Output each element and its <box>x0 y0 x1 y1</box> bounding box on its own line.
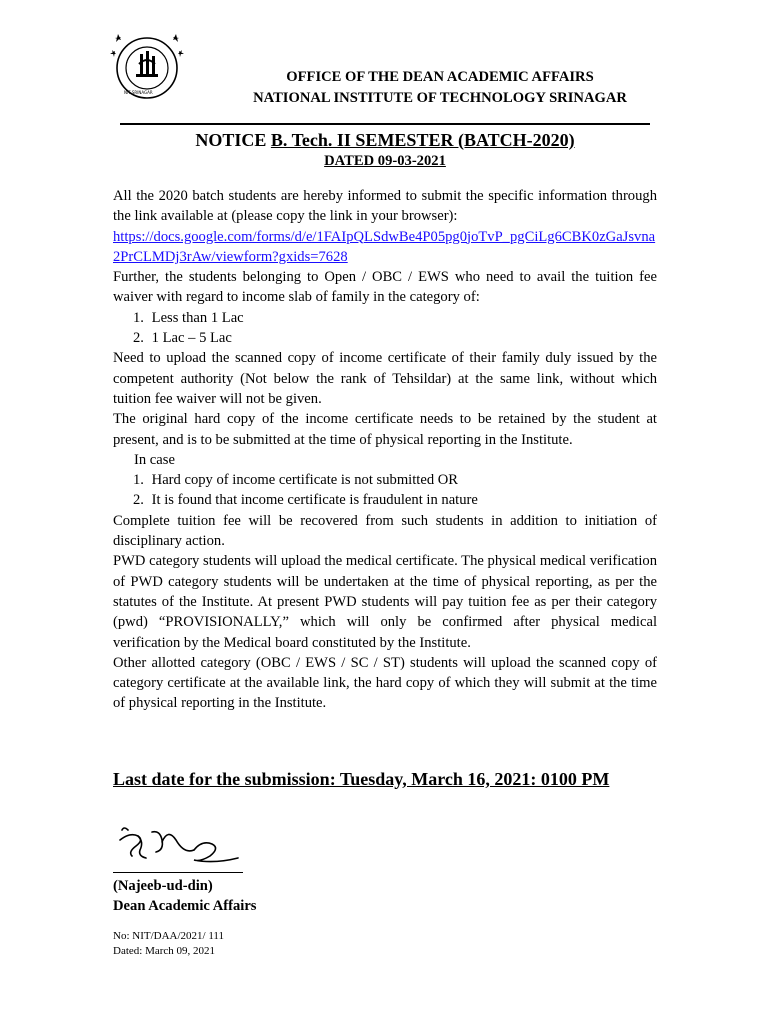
notice-title <box>0 130 770 151</box>
paragraph-recovery: Complete tuition fee will be recovered from such students in addition to initiation of disciplinary action. <box>113 512 657 550</box>
list-item: 2. 1 Lac – 5 Lac <box>133 330 232 347</box>
notice-title-course: B. Tech. II SEMESTER (BATCH-2020) <box>270 130 575 150</box>
reference-number: No: NIT/DAA/2021/ 111 <box>113 930 225 942</box>
list-item: 2. It is found that income certificate is fraudulent in nature <box>133 492 478 509</box>
paragraph-category: Other allotted category (OBC / EWS / SC / ST) students will upload the scanned copy of category certificate at the available link, the hard copy of which they will submit at the time of physical reporting in the Institute. <box>113 654 657 712</box>
paragraph-upload: Need to upload the scanned copy of income certificate of their family duly issued by the competent authority (Not below the rank of Tehsildar) at the same link, without which tuition fee waiver will not be given. <box>113 350 657 407</box>
form-link[interactable]: https://docs.google.com/forms/d/e/1FAIpQLSdwBe4P05pg0joTvP_pgCiLg6CBK0zGaJsvna2PrCLMDj3rAw/viewform?gxids=7628 <box>113 228 656 265</box>
signature-line <box>113 872 243 873</box>
signatory-block <box>113 876 256 916</box>
reference-date: Dated: March 09, 2021 <box>113 945 216 957</box>
notice-body <box>113 186 657 714</box>
paragraph-fee-waiver: Further, the students belonging to Open / OBC / EWS who need to avail the tuition fee waiver with regard to income slab of family in the category of: <box>113 269 657 306</box>
signatory-designation: Dean Academic Affairs <box>113 898 257 914</box>
in-case-label: In case <box>134 451 175 468</box>
paragraph-hard-copy: The original hard copy of the income certificate needs to be retained by the student at present, and is to be submitted at the time of physical reporting in the Institute. <box>113 411 657 448</box>
paragraph-intro: All the 2020 batch students are hereby informed to submit the specific information through the link available at (please copy the link in your browser): <box>113 188 657 225</box>
header-divider <box>120 123 650 125</box>
institute-heading: NATIONAL INSTITUTE OF TECHNOLOGY SRINAGAR <box>253 90 627 106</box>
signatory-name: (Najeeb-ud-din) <box>113 878 213 894</box>
notice-date: DATED 09-03-2021 <box>324 153 446 169</box>
institute-emblem-icon <box>104 24 190 110</box>
reference-block <box>113 929 224 959</box>
paragraph-pwd: PWD category students will upload the medical certificate. The physical medical verification of PWD category students will be undertaken at the time of physical reporting, as per the statutes of the Institute. At present PWD students will pay tuition fee as per their category (pwd) “PROVISIONALLY,” which will only be confirmed after physical medical verification by the Medical board constituted by the Institute. <box>113 553 657 651</box>
income-slab-list <box>113 308 657 349</box>
office-heading: OFFICE OF THE DEAN ACADEMIC AFFAIRS <box>286 69 594 85</box>
cases-list <box>113 470 657 511</box>
list-item: 1. Less than 1 Lac <box>133 309 244 326</box>
list-item: 1. Hard copy of income certificate is not submitted OR <box>133 472 459 489</box>
svg-text:NIT SRINAGAR: NIT SRINAGAR <box>124 90 153 95</box>
last-date: Last date for the submission: Tuesday, March 16, 2021: 0100 PM <box>113 769 610 789</box>
notice-title-prefix: NOTICE <box>195 130 271 150</box>
signature-image <box>112 822 252 870</box>
